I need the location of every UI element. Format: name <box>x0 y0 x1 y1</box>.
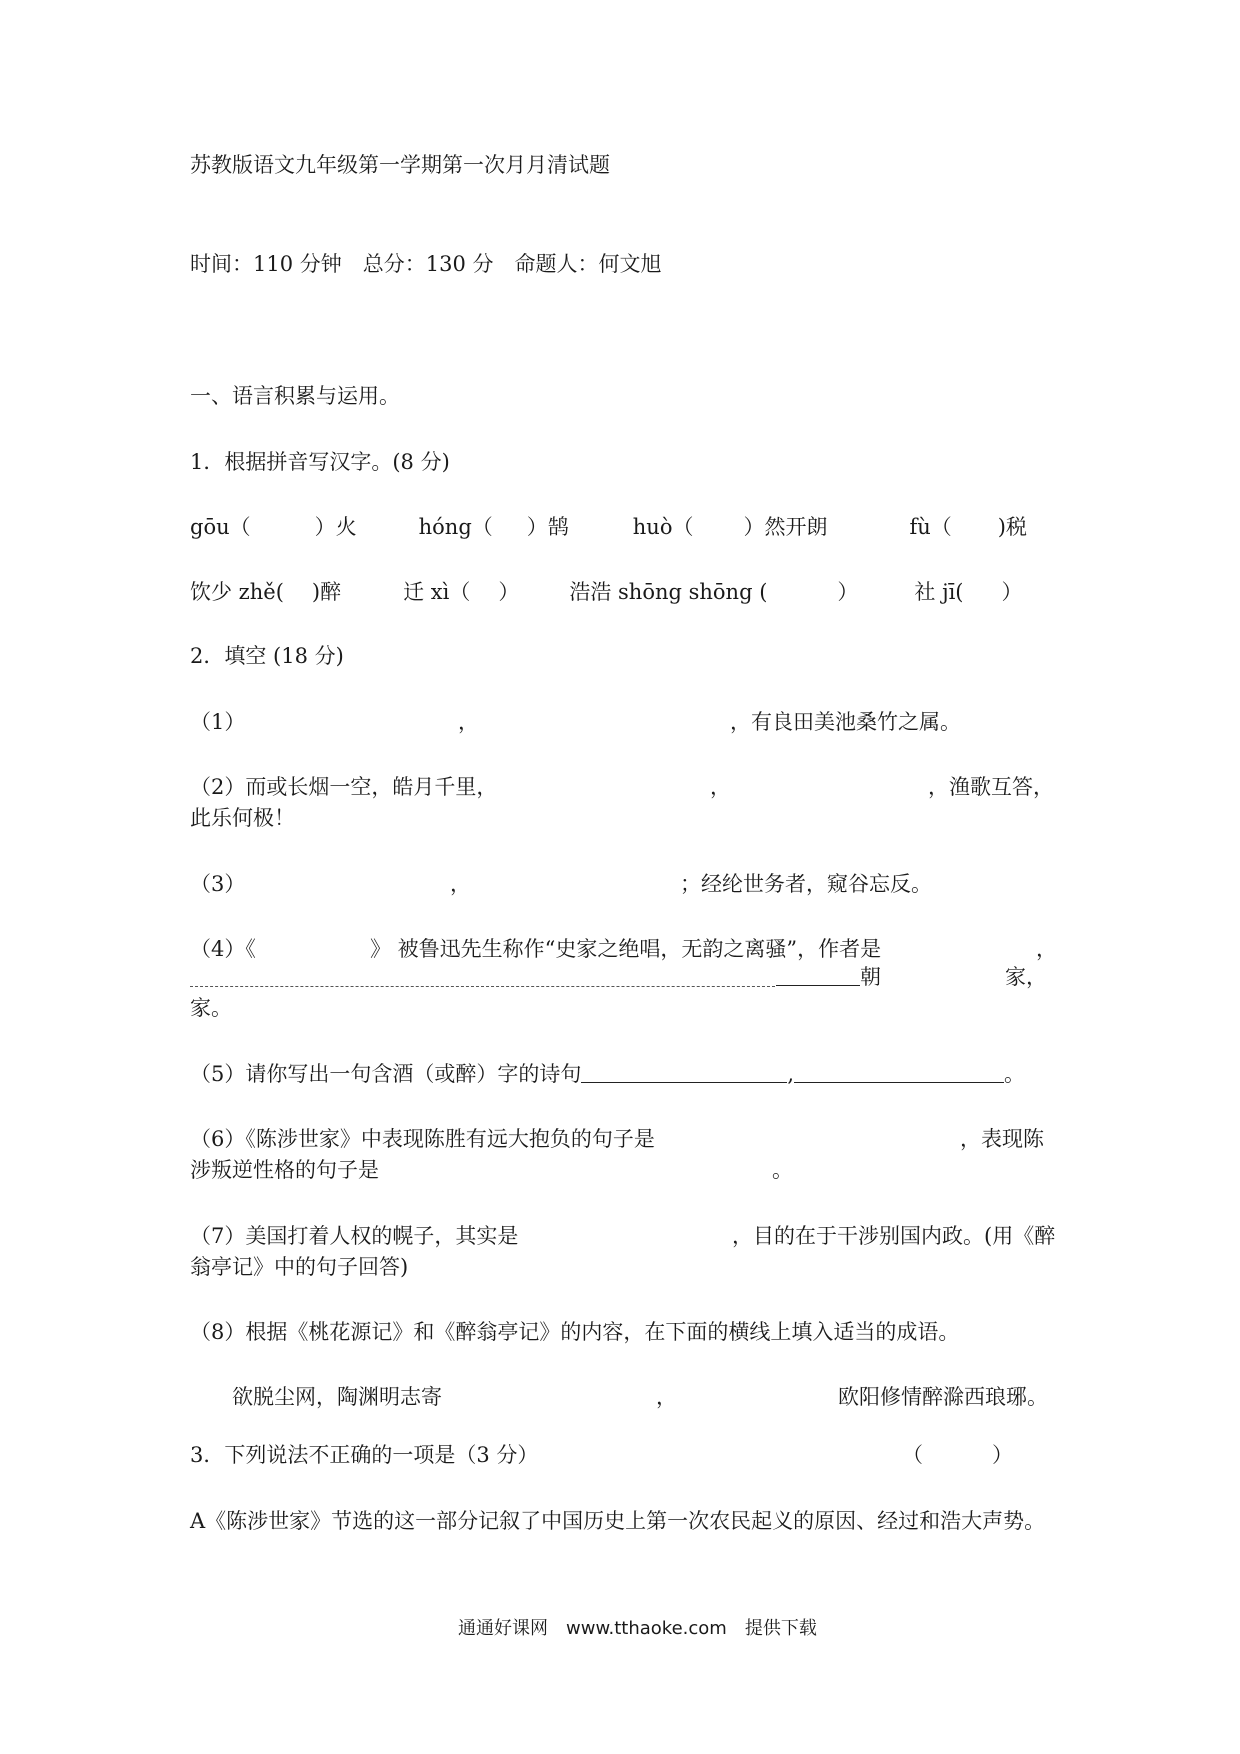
q2-item-1-a: （1） <box>190 710 246 734</box>
pinyin-item: huò（ <box>632 515 694 539</box>
q2-item-4-family: 家， <box>1005 965 1047 989</box>
footer: 通通好课网 www.tthaoke.com 提供下载 <box>458 1618 817 1639</box>
pinyin-item: 浩浩 shōng shōng ( <box>569 580 768 604</box>
q2-item-8-b: ， <box>656 1385 677 1409</box>
q2-item-1-c: ，有良田美池桑竹之属。 <box>730 710 961 734</box>
q2-item-4-cont: 家。 <box>190 996 232 1020</box>
pinyin-item: 饮少 zhě( <box>190 580 284 604</box>
pinyin-item: ） <box>837 580 859 604</box>
q2-item-7-b: ，目的在于干涉别国内政。(用《醉 <box>732 1224 1056 1248</box>
q2-item-8: （8）根据《桃花源记》和《醉翁亭记》的内容，在下面的横线上填入适当的成语。 <box>190 1320 960 1344</box>
q2-item-8-a: 欲脱尘网，陶渊明志寄 <box>232 1385 442 1409</box>
pinyin-item: ）鹄 <box>526 515 569 539</box>
dashed-answer-line <box>190 986 775 987</box>
q2-item-3-c: ；经纶世务者，窥谷忘反。 <box>680 872 932 896</box>
answer-blank <box>794 1064 1004 1083</box>
exam-meta: 时间：110 分钟 总分：130 分 命题人：何文旭 <box>190 252 662 276</box>
q2-item-4-c: ， <box>1036 937 1057 961</box>
page-title: 苏教版语文九年级第一学期第一次月月清试题 <box>190 153 610 177</box>
pinyin-item: gōu（ <box>190 515 251 539</box>
q1-heading: 1．根据拼音写汉字。(8 分) <box>190 450 450 474</box>
pinyin-item: 社 jī( <box>914 580 964 604</box>
pinyin-item: )税 <box>997 515 1027 539</box>
q2-item-5-text: （5）请你写出一句含酒（或醉）字的诗句 <box>190 1062 582 1086</box>
q2-item-5 <box>190 1064 1025 1085</box>
section-heading: 一、语言积累与运用。 <box>190 384 400 408</box>
pinyin-item: ）然开朗 <box>743 515 828 539</box>
q2-item-4-line2 <box>776 967 881 988</box>
q3-answer-bracket-open: （ <box>902 1443 923 1467</box>
q2-item-4-dynasty: 朝 <box>860 965 881 989</box>
q1-row1 <box>190 517 1027 538</box>
q2-item-6-a: （6）《陈涉世家》中表现陈胜有远大抱负的句子是 <box>190 1127 655 1151</box>
pinyin-item: ）火 <box>314 515 357 539</box>
q3-heading: 3．下列说法不正确的一项是（3 分） <box>190 1443 539 1467</box>
q2-item-7-a: （7）美国打着人权的幌子，其实是 <box>190 1224 519 1248</box>
q2-item-8-c: 欧阳修情醉滁西琅琊。 <box>838 1385 1048 1409</box>
q2-item-6-c: 涉叛逆性格的句子是 <box>190 1158 379 1182</box>
pinyin-item: ） <box>498 580 520 604</box>
q2-item-2-c: ，渔歌互答， <box>928 775 1054 799</box>
q2-item-2-cont: 此乐何极！ <box>190 806 295 830</box>
q2-heading: 2．填空 (18 分) <box>190 644 344 668</box>
pinyin-item: )醉 <box>311 580 342 604</box>
q2-item-5-end: 。 <box>1004 1062 1026 1086</box>
answer-blank <box>776 967 860 986</box>
pinyin-item: hóng（ <box>418 515 493 539</box>
q2-item-2-a: （2）而或长烟一空，皓月千里， <box>190 775 498 799</box>
q2-item-3-a: （3） <box>190 872 246 896</box>
q2-item-2-b: ， <box>710 775 731 799</box>
q2-item-4-a: （4）《 <box>190 937 256 961</box>
pinyin-item: 迁 xì（ <box>403 580 471 604</box>
q2-item-1-b: ， <box>458 710 479 734</box>
q2-item-4-b: 》 被鲁迅先生称作“史家之绝唱，无韵之离骚”，作者是 <box>370 937 882 961</box>
pinyin-item: fù（ <box>909 515 952 539</box>
q3-answer-bracket-close: ） <box>992 1443 1013 1467</box>
q2-item-6-d: 。 <box>772 1158 793 1182</box>
q2-item-7-cont: 翁亭记》中的句子回答) <box>190 1255 409 1279</box>
pinyin-item: ） <box>1001 580 1023 604</box>
answer-blank <box>581 1064 787 1083</box>
q2-item-3-b: ， <box>450 872 471 896</box>
q3-option-a: A《陈涉世家》节选的这一部分记叙了中国历史上第一次农民起义的原因、经过和浩大声势。 <box>190 1509 1046 1533</box>
q2-item-6-b: ，表现陈 <box>960 1127 1044 1151</box>
q2-item-5-sep: , <box>787 1062 795 1086</box>
q1-row2 <box>190 582 1023 603</box>
